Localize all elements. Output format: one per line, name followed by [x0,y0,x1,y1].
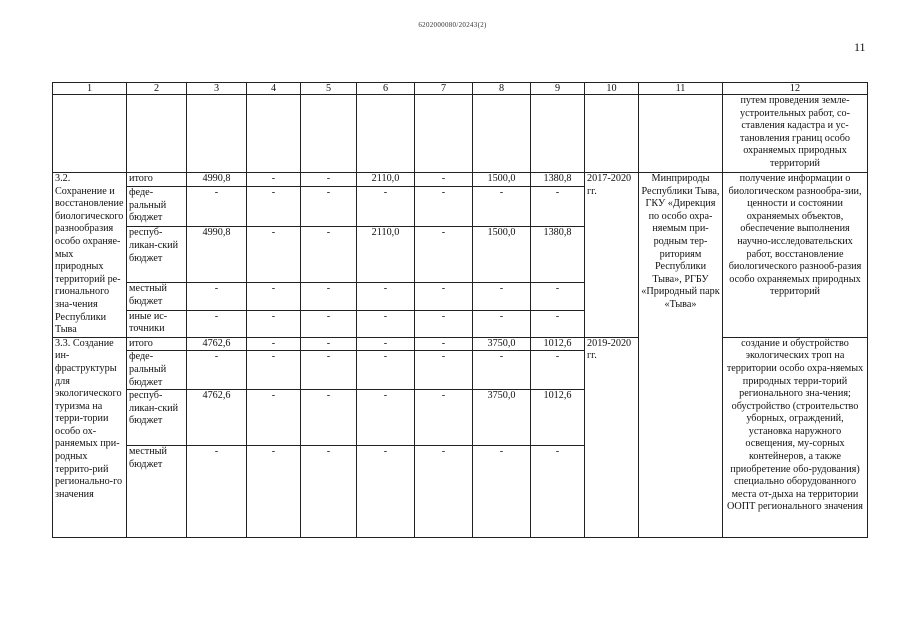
year-value: - [415,390,473,446]
column-header: 7 [415,83,473,95]
year-value: - [301,337,357,351]
funding-source: феде-ральный бюджет [127,351,187,390]
document-code: 6202000080/20243(2) [418,21,487,29]
column-header: 9 [531,83,585,95]
year-value: - [357,337,415,351]
table-cell [301,95,357,173]
year-value: 1012,6 [531,337,585,351]
year-value: - [357,390,415,446]
table-cell [639,95,723,173]
total-value: - [187,351,247,390]
period-cell: 2017-2020 гг. [585,173,639,338]
year-value: 1500,0 [473,173,531,187]
column-header: 3 [187,83,247,95]
year-value: - [473,446,531,538]
year-value: - [531,446,585,538]
column-number-row [53,83,868,95]
executor-cell: Минприроды Республики Тыва, ГКУ «Дирекция по особо охра-няемым при-родным тер-риториям Республики Тыва», РГБУ «Природный парк «Тыва» [639,173,723,538]
activity-title: 3.2. Сохранение и восстановление биологического разнообразия особо охраняе-мых природных территорий ре-гионального зна-чения Республики Тыва [53,173,127,338]
total-value: 4762,6 [187,337,247,351]
year-value: - [301,173,357,187]
year-value: - [357,446,415,538]
year-value: - [473,310,531,337]
result-cell: получение информации о биологическом разнообра-зии, ценности и состоянии охраняемых объектов, обеспечение выполнения научно-исследовательских работ, восстановление биологического разнооб-разия особо охраняемых природных территорий [723,173,868,338]
funding-source: респуб-ликан-ский бюджет [127,227,187,283]
year-value: - [301,187,357,227]
funding-source: местный бюджет [127,446,187,538]
table-cell [187,95,247,173]
year-value: 1500,0 [473,227,531,283]
funding-source: иные ис-точники [127,310,187,337]
year-value: - [247,337,301,351]
year-value: - [415,227,473,283]
column-header: 1 [53,83,127,95]
year-value: - [357,351,415,390]
table-cell [473,95,531,173]
funding-source: итого [127,337,187,351]
year-value: 3750,0 [473,337,531,351]
year-value: 2110,0 [357,173,415,187]
program-activities-table [52,82,868,538]
year-value: 3750,0 [473,390,531,446]
year-value: - [531,283,585,310]
year-value: 1380,8 [531,173,585,187]
year-value: - [301,446,357,538]
total-value: - [187,283,247,310]
year-value: - [357,310,415,337]
year-value: - [247,390,301,446]
year-value: - [301,351,357,390]
year-value: - [415,173,473,187]
total-value: 4990,8 [187,227,247,283]
year-value: - [415,283,473,310]
funding-source: местный бюджет [127,283,187,310]
year-value: - [247,446,301,538]
funding-source: феде-ральный бюджет [127,187,187,227]
funding-source: респуб-ликан-ский бюджет [127,390,187,446]
year-value: - [247,227,301,283]
result-cell: создание и обустройство экологических троп на территории особо охра-няемых природных терри-торий регионального зна-чения; обустройство (строительство уборных, ограждений, установка наружного освещения, му-сорных контейнеров, а также приобретение обо-рудования) специально оборудованного места от-дыха на территории ООПТ регионального значения [723,337,868,537]
year-value: - [247,173,301,187]
activity-title: 3.3. Создание ин-фраструктуры для экологического туризма на терри-тории особо ох-раняемых при-родных террито-рий регионально-го значения [53,337,127,537]
year-value: - [473,283,531,310]
year-value: - [531,351,585,390]
table-cell [53,95,127,173]
year-value: - [415,310,473,337]
year-value: - [301,310,357,337]
period-cell: 2019-2020 гг. [585,337,639,537]
table-cell [247,95,301,173]
table-row [53,337,868,351]
year-value: 1380,8 [531,227,585,283]
column-header: 10 [585,83,639,95]
funding-source: итого [127,173,187,187]
column-header: 11 [639,83,723,95]
year-value: - [357,283,415,310]
year-value: - [301,283,357,310]
year-value: - [473,187,531,227]
year-value: - [415,351,473,390]
continuation-row [53,95,868,173]
year-value: - [301,227,357,283]
year-value: 2110,0 [357,227,415,283]
year-value: - [247,187,301,227]
column-header: 4 [247,83,301,95]
column-header: 8 [473,83,531,95]
year-value: - [415,446,473,538]
year-value: - [415,337,473,351]
column-header: 2 [127,83,187,95]
total-value: 4990,8 [187,173,247,187]
page-number: 11 [854,40,866,54]
table-cell [127,95,187,173]
year-value: - [247,283,301,310]
year-value: - [473,351,531,390]
table-row [53,173,868,187]
column-header: 6 [357,83,415,95]
total-value: - [187,310,247,337]
total-value: 4762,6 [187,390,247,446]
year-value: - [357,187,415,227]
table-cell [357,95,415,173]
year-value: - [415,187,473,227]
result-cell: путем проведения земле-устроительных работ, со-ставления кадастра и ус-тановления границ особо охраняемых природных территорий [723,95,868,173]
table-cell [415,95,473,173]
year-value: - [531,310,585,337]
table-cell [531,95,585,173]
total-value: - [187,446,247,538]
table-cell [585,95,639,173]
year-value: 1012,6 [531,390,585,446]
year-value: - [531,187,585,227]
column-header: 12 [723,83,868,95]
year-value: - [301,390,357,446]
total-value: - [187,187,247,227]
year-value: - [247,351,301,390]
column-header: 5 [301,83,357,95]
year-value: - [247,310,301,337]
